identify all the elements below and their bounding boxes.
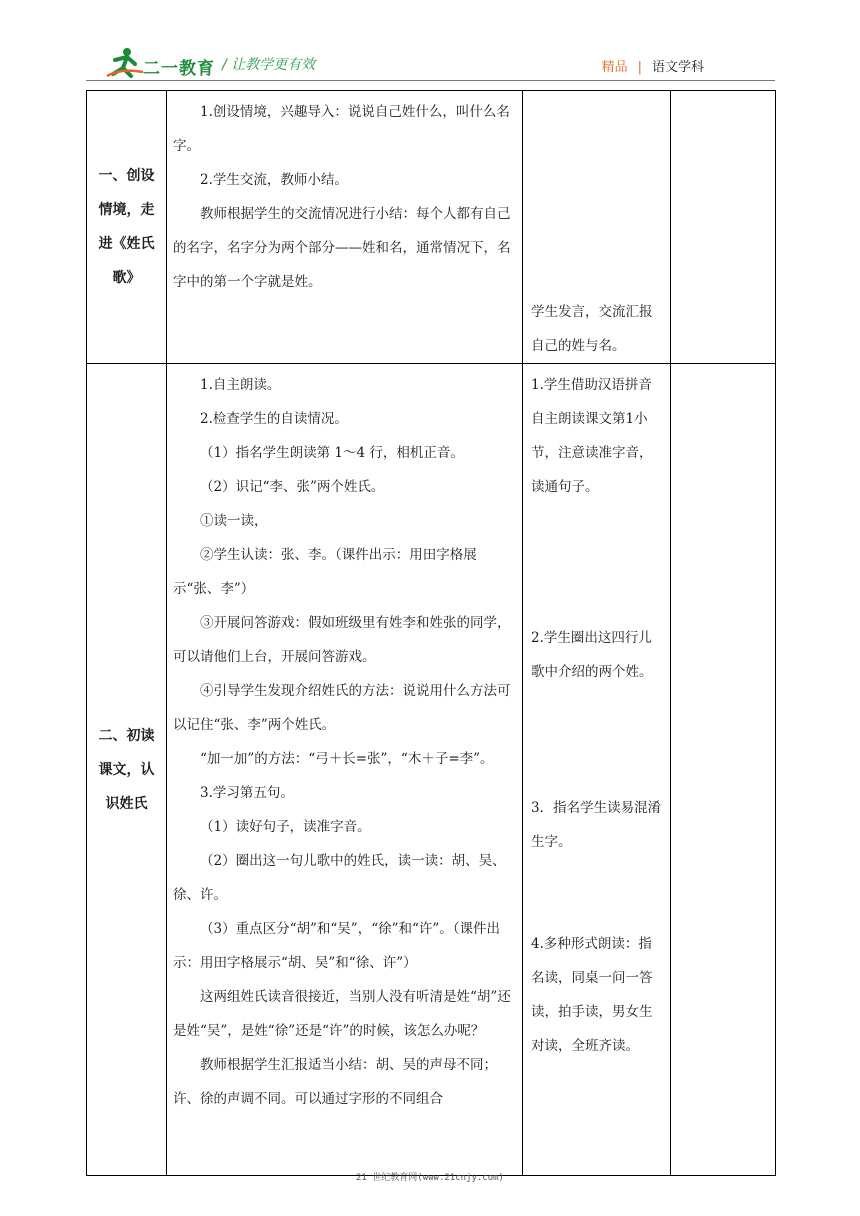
slogan: / 让教学更有效 (222, 57, 316, 73)
teacher-paragraph: ③开展问答游戏：假如班级里有姓李和姓张的同学，可以请他们上台，开展问答游戏。 (173, 615, 511, 665)
teacher-paragraph: 教师根据学生的交流情况进行小结：每个人都有自己的名字，名字分为两个部分——姓和名，通常情况下，名字中的第一个字就是姓。 (173, 206, 511, 290)
teacher-paragraph: ②学生认读：张、李。（课件出示：用田字格展示“张、李”） (173, 547, 477, 597)
brand-name: 二一教育 (143, 59, 215, 79)
subject-label: 语文学科 (651, 60, 704, 75)
quality-label: 精品 (601, 60, 628, 75)
page-footer: 21 世纪教育网(www.21cnjy.com) (356, 1173, 504, 1183)
runner-icon (105, 46, 145, 80)
spacer (531, 504, 664, 621)
spacer (531, 689, 664, 791)
teacher-paragraph: “加一加”的方法：“弓＋长=张”，“木＋子=李”。 (200, 751, 494, 767)
page-header (0, 0, 860, 90)
teacher-paragraph: 1.创设情境，兴趣导入：说说自己姓什么，叫什么名字。 (173, 104, 510, 154)
lesson-table (86, 90, 776, 1176)
student-paragraph: 3．指名学生读易混淆生字。 (531, 800, 662, 850)
teacher-paragraph: ①读一读， (200, 513, 268, 529)
teacher-activity-cell (167, 91, 523, 364)
teacher-paragraph: （2）圈出这一句儿歌中的姓氏，读一读：胡、吴、徐、许。 (173, 853, 506, 903)
teacher-activity-cell (167, 364, 523, 1176)
header-divider (86, 80, 775, 81)
teacher-paragraph: ④引导学生发现介绍姓氏的方法：说说用什么方法可以记住“张、李”两个姓氏。 (173, 683, 511, 733)
notes-cell (671, 364, 776, 1176)
header-separator: | (637, 60, 642, 75)
student-activity-cell (523, 91, 671, 364)
student-paragraph: 学生发言，交流汇报自己的姓与名。 (531, 304, 653, 354)
student-paragraph: 2.学生圈出这四行儿歌中介绍的两个姓。 (531, 630, 653, 680)
teacher-paragraph: 教师根据学生汇报适当小结：胡、吴的声母不同；许、徐的声调不同。可以通过字形的不同组合 (173, 1057, 497, 1107)
teacher-paragraph: （1）指名学生朗读第 1～4 行，相机正音。 (200, 445, 464, 461)
student-paragraph: 1.学生借助汉语拼音自主朗读课文第1小节，注意读准字音，读通句子。 (531, 377, 653, 495)
stage-cell: 二、初读课文，认识姓氏 (87, 364, 167, 1176)
teacher-paragraph: （2）识记“李、张”两个姓氏。 (200, 479, 385, 495)
spacer (531, 859, 664, 927)
teacher-paragraph: （1）读好句子，读准字音。 (200, 819, 371, 835)
stage-cell: 一、创设情境，走进《姓氏歌》 (87, 91, 167, 364)
header-right (602, 56, 704, 75)
student-activity-cell (523, 364, 671, 1176)
teacher-paragraph: 3.学习第五句。 (200, 785, 294, 801)
table-row (87, 364, 776, 1176)
notes-cell (671, 91, 776, 364)
table-row (87, 91, 776, 364)
teacher-paragraph: 这两组姓氏读音很接近，当别人没有听清是姓“胡”还是姓“吴”，是姓“徐”还是“许”的时候，该怎么办呢？ (173, 989, 511, 1039)
teacher-paragraph: 2.检查学生的自读情况。 (200, 411, 348, 427)
teacher-paragraph: 2.学生交流，教师小结。 (200, 172, 348, 188)
student-paragraph: 4.多种形式朗读：指名读，同桌一问一答读，拍手读，男女生对读，全班齐读。 (531, 936, 653, 1054)
teacher-paragraph: 1.自主朗读。 (200, 377, 281, 393)
teacher-paragraph: （3）重点区分“胡”和“吴”，“徐”和“许”。（课件出示：用田字格展示“胡、吴”和“徐、许”） (173, 921, 501, 971)
